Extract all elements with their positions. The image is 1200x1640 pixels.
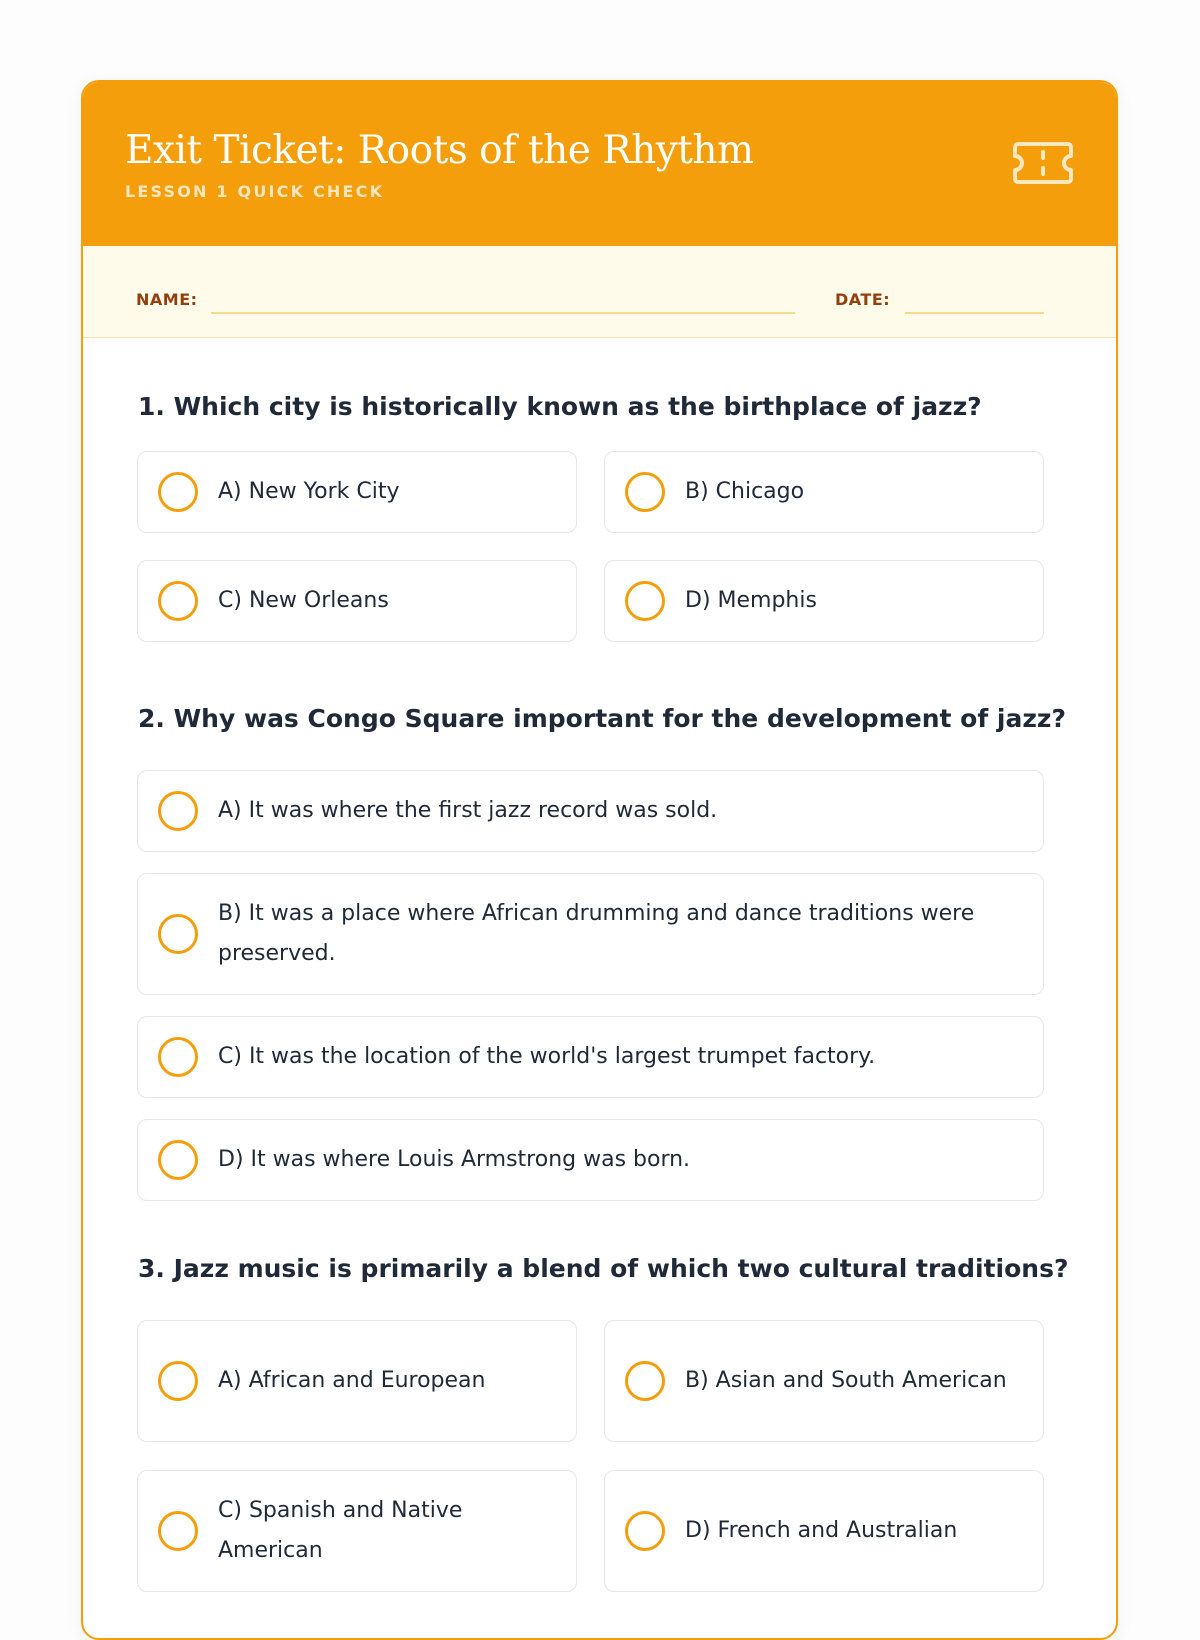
q3-option-c[interactable] (137, 1470, 577, 1592)
radio-circle-icon[interactable] (158, 791, 198, 831)
radio-circle-icon[interactable] (158, 581, 198, 621)
option-label: A) New York City (218, 479, 400, 504)
page-title: Exit Ticket: Roots of the Rhythm (125, 128, 754, 173)
q2-option-c[interactable] (137, 1016, 1044, 1098)
radio-circle-icon[interactable] (625, 472, 665, 512)
student-info-bar (83, 246, 1116, 338)
question-1: 1. Which city is historically known as the birthplace of jazz? (138, 392, 982, 421)
option-label: B) Chicago (685, 479, 805, 504)
option-label: D) It was where Louis Armstrong was born. (218, 1147, 691, 1172)
q3-option-d[interactable] (604, 1470, 1044, 1592)
q1-option-a[interactable] (137, 451, 577, 533)
q1-option-b[interactable] (604, 451, 1044, 533)
name-field[interactable] (211, 312, 795, 314)
radio-circle-icon[interactable] (625, 581, 665, 621)
option-label: B) Asian and South American (685, 1368, 1007, 1393)
q1-option-d[interactable] (604, 560, 1044, 642)
date-field[interactable] (905, 312, 1044, 314)
radio-circle-icon[interactable] (158, 1511, 198, 1551)
q2-option-a[interactable] (137, 770, 1044, 852)
radio-circle-icon[interactable] (625, 1361, 665, 1401)
question-2: 2. Why was Congo Square important for the development of jazz? (138, 704, 1066, 733)
q3-option-b[interactable] (604, 1320, 1044, 1442)
radio-circle-icon[interactable] (158, 914, 198, 954)
ticket-icon (1012, 140, 1074, 186)
option-label: B) It was a place where African drumming and dance traditions were preserved. (218, 901, 975, 966)
q3-option-a[interactable] (137, 1320, 577, 1442)
q2-option-d[interactable] (137, 1119, 1044, 1201)
option-label: A) It was where the first jazz record was sold. (218, 798, 718, 823)
radio-circle-icon[interactable] (158, 472, 198, 512)
name-label: NAME: (136, 290, 198, 309)
radio-circle-icon[interactable] (158, 1361, 198, 1401)
option-label: A) African and European (218, 1368, 486, 1393)
q2-option-b[interactable] (137, 873, 1044, 995)
option-label: D) Memphis (685, 588, 817, 613)
page-subtitle: LESSON 1 QUICK CHECK (125, 182, 385, 201)
question-3: 3. Jazz music is primarily a blend of which two cultural traditions? (138, 1254, 1069, 1283)
option-label: D) French and Australian (685, 1518, 958, 1543)
date-label: DATE: (835, 290, 891, 309)
radio-circle-icon[interactable] (158, 1140, 198, 1180)
ticket-header (83, 82, 1116, 246)
option-label: C) It was the location of the world's largest trumpet factory. (218, 1044, 876, 1069)
radio-circle-icon[interactable] (158, 1037, 198, 1077)
option-label: C) New Orleans (218, 588, 389, 613)
radio-circle-icon[interactable] (625, 1511, 665, 1551)
option-label: C) Spanish and Native American (218, 1498, 463, 1563)
exit-ticket-card (81, 80, 1118, 1640)
q1-option-c[interactable] (137, 560, 577, 642)
